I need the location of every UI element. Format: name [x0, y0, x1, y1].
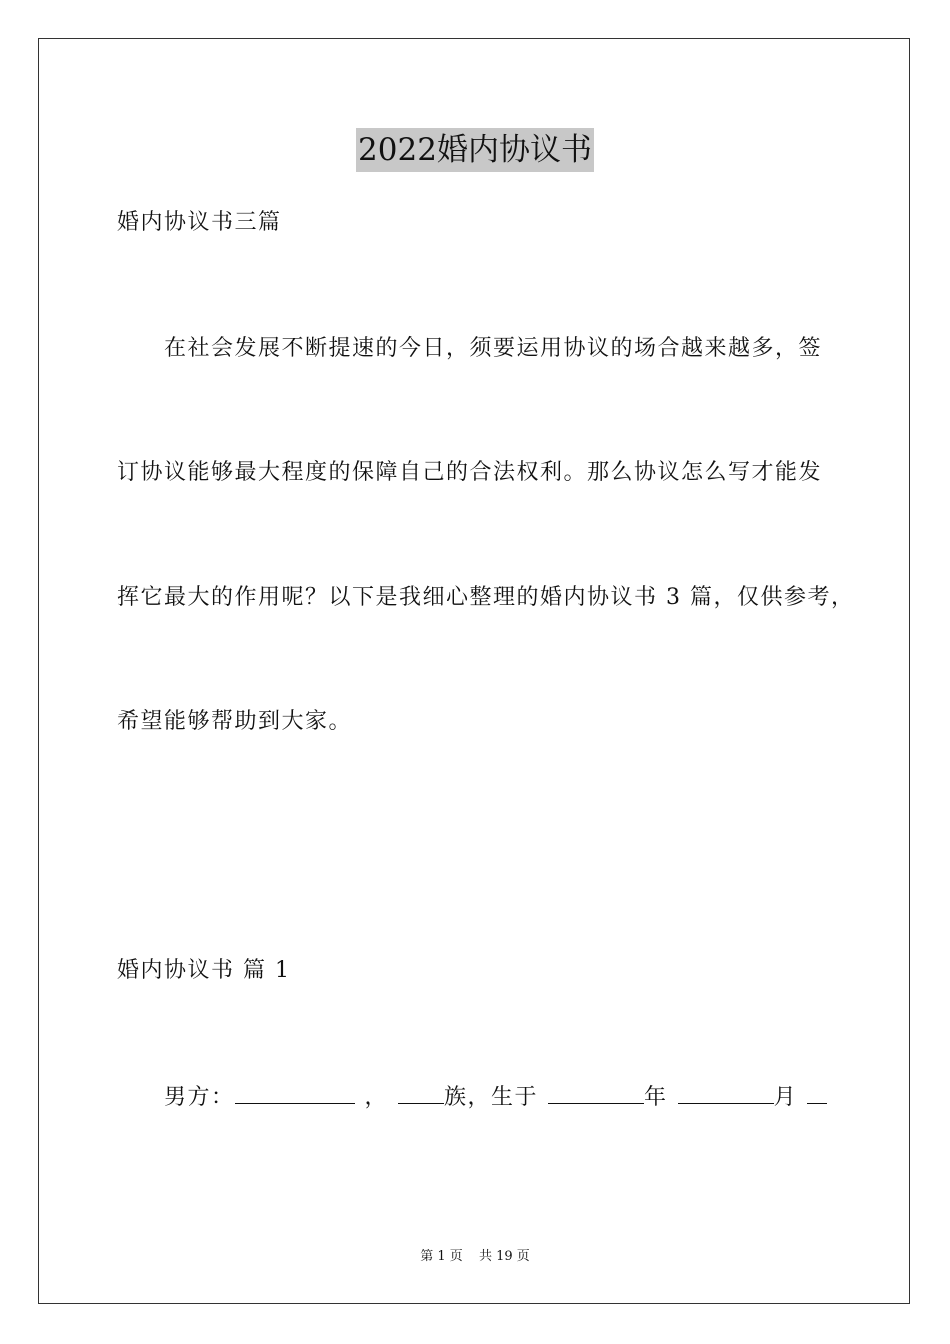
male-party-line	[164, 1081, 827, 1113]
intro-line-3: 挥它最大的作用呢？以下是我细心整理的婚内协议书 3 篇，仅供参考，	[117, 585, 855, 610]
birth-month-blank	[678, 1081, 774, 1104]
ethnicity-blank	[398, 1081, 444, 1104]
page-footer	[0, 1248, 950, 1266]
intro-line-4: 希望能够帮助到大家。	[117, 709, 353, 734]
intro-line-1: 在社会发展不断提速的今日，须要运用协议的场合越来越多，签	[164, 336, 823, 361]
comma-text: ，	[364, 1085, 389, 1110]
birth-day-blank	[807, 1081, 827, 1104]
month-label: 月	[773, 1085, 798, 1110]
subtitle: 婚内协议书三篇	[117, 210, 282, 235]
document-title	[0, 128, 950, 177]
ethnicity-suffix: 族，生于	[444, 1085, 539, 1110]
page-total: 共 19 页	[478, 1249, 530, 1264]
document-title-text: 2022婚内协议书	[356, 128, 594, 172]
intro-line-2: 订协议能够最大程度的保障自己的合法权利。那么协议怎么写才能发	[117, 460, 823, 485]
year-label: 年	[644, 1085, 668, 1110]
birth-year-blank	[548, 1081, 644, 1104]
page-number: 第 1 页	[420, 1249, 463, 1264]
section-heading: 婚内协议书 篇 1	[117, 958, 291, 983]
name-blank	[235, 1081, 355, 1104]
male-label: 男方：	[164, 1085, 235, 1110]
